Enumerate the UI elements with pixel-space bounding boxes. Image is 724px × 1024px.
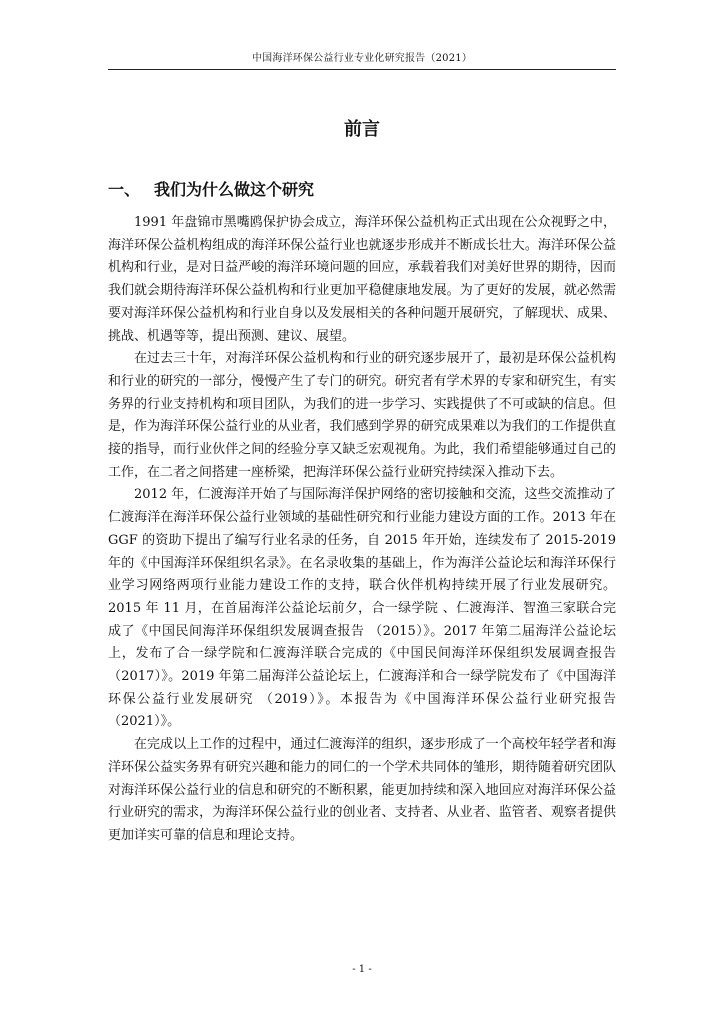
page-number: - 1 -	[352, 964, 372, 975]
paragraph: 2012 年，仁渡海洋开始了与国际海洋保护网络的密切接触和交流，这些交流推动了仁渡海洋在海洋环保公益行业领域的基础性研究和行业能力建设方面的工作。2013 年在 GGF 的资助下提出了编写行业名录的任务，自 2015 年开始，连续发布了 2015-2019 年的《中国海洋环保组织名录》。在名录收集的基础上，作为海洋公益论坛和海洋环保行业学习网络两项行业能力建设工作的支持，联合伙伴机构持续开展了行业发展研究。2015 年 11 月，在首届海洋公益论坛前夕，合一绿学院 、仁渡海洋、智渔三家联合完成了《中国民间海洋环保组织发展调查报告 （2015）》。2017 年第二届海洋公益论坛上，发布了合一绿学院和仁渡海洋联合完成的《中国民间海洋环保组织发展调查报告 （2017）》。2019 年第二届海洋公益论坛上，仁渡海洋和合一绿学院发布了《中国海洋环保公益行业发展研究 （2019）》。本报告为《中国海洋环保公益行业研究报告（2021）》。	[108, 487, 616, 730]
running-header-title: 中国海洋环保公益行业专业化研究报告（2021）	[251, 53, 473, 64]
section-title: 我们为什么做这个研究	[154, 180, 315, 199]
section-number: 一、	[108, 180, 141, 199]
body-text	[108, 212, 616, 848]
page-title: 前言	[344, 119, 380, 140]
paragraph: 在完成以上工作的过程中，通过仁渡海洋的组织，逐步形成了一个高校年轻学者和海洋环保公益实务界有研究兴趣和能力的同仁的一个学术共同体的雏形，期待随着研究团队对海洋环保公益行业的信息和研究的不断积累，能更加持续和深入地回应对海洋环保公益行业研究的需求，为海洋环保公益行业的创业者、支持者、从业者、监管者、观察者提供更加详实可靠的信息和理论支持。	[108, 737, 616, 843]
paragraph: 1991 年盘锦市黑嘴鸥保护协会成立，海洋环保公益机构正式出现在公众视野之中，海洋环保公益机构组成的海洋环保公益行业也就逐步形成并不断成长壮大。海洋环保公益机构和行业，是对日益严峻的海洋环境问题的回应，承载着我们对美好世界的期待，因而我们就会期待海洋环保公益机构和行业更加平稳健康地发展。为了更好的发展，就必然需要对海洋环保公益机构和行业自身以及发展相关的各种问题开展研究，了解现状、成果、挑战、机遇等等，提出预测、建议、展望。	[108, 215, 616, 344]
header-divider	[108, 69, 616, 70]
paragraph: 在过去三十年，对海洋环保公益机构和行业的研究逐步展开了，最初是环保公益机构和行业的研究的一部分，慢慢产生了专门的研究。研究者有学术界的专家和研究生，有实务界的行业支持机构和项目团队，为我们的进一步学习、实践提供了不可或缺的信息。但是，作为海洋环保公益行业的从业者，我们感到学界的研究成果难以为我们的工作提供直接的指导，而行业伙伴之间的经验分享又缺乏宏观视角。为此，我们希望能够通过自己的工作，在二者之间搭建一座桥梁，把海洋环保公益行业研究持续深入推动下去。	[108, 351, 616, 480]
section-heading	[108, 179, 616, 201]
